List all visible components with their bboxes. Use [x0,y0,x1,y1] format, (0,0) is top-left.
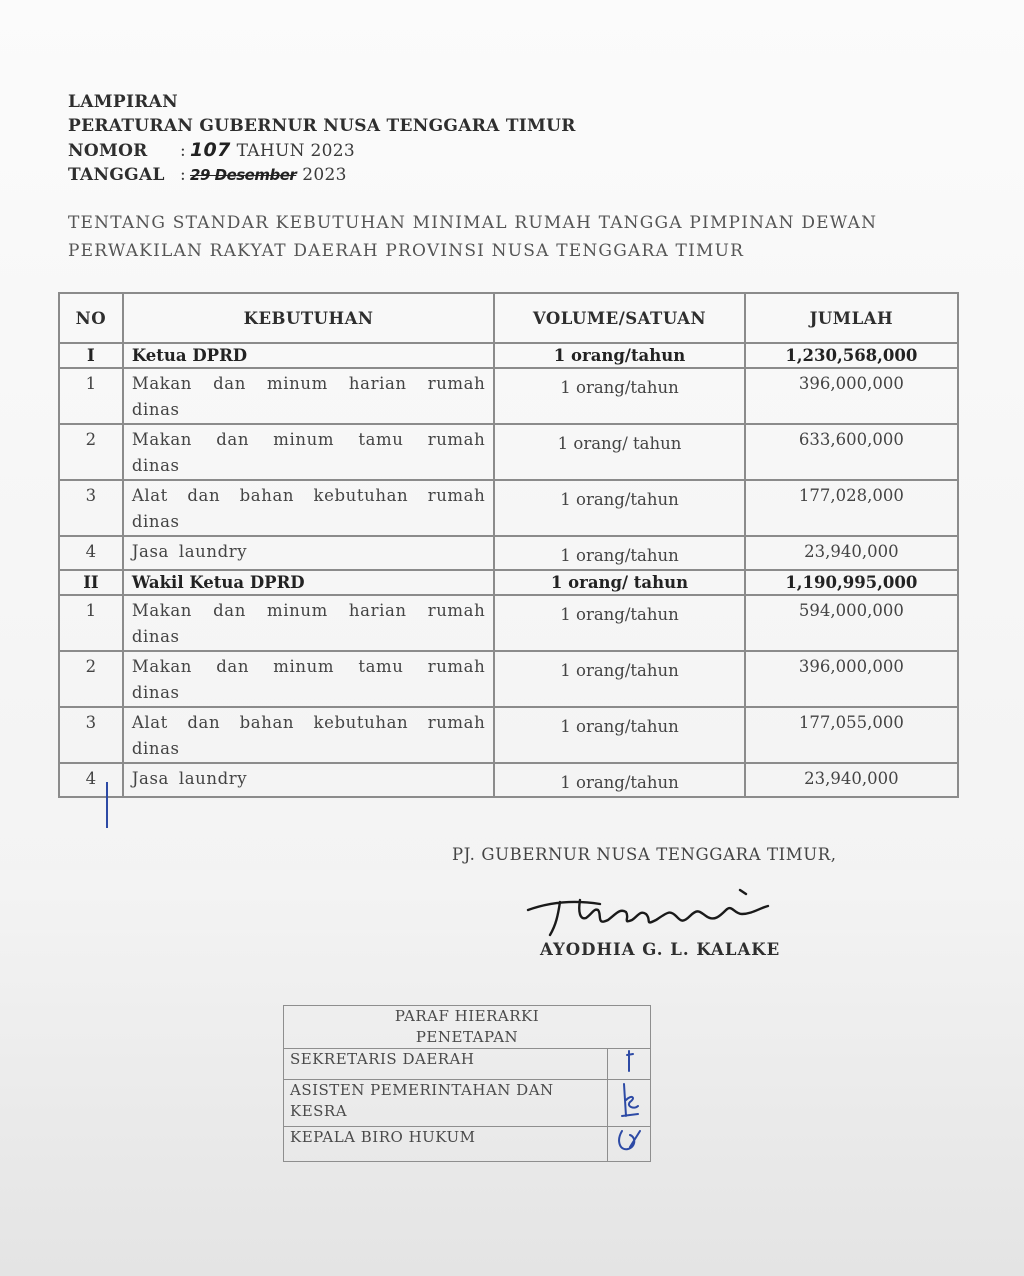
paraf-title-line2: PENETAPAN [415,1028,519,1046]
section-title: Wakil Ketua DPRD [123,570,495,595]
item-jumlah: 633,600,000 [745,424,958,480]
paraf-row [284,1080,651,1127]
paraf-initial [608,1080,651,1127]
item-no: 2 [59,424,123,480]
table-row [59,480,958,536]
section-title: Ketua DPRD [123,343,495,368]
tanggal-label: TANGGAL [68,165,165,185]
item-no: 3 [59,480,123,536]
tanggal-suffix: 2023 [302,165,347,185]
initial-mark [106,782,108,828]
initial-kabiro-icon [614,1127,644,1155]
item-volume: 1 orang/tahun [494,368,744,424]
section-jumlah: 1,230,568,000 [745,343,958,368]
table-row [59,651,958,707]
nomor-suffix: TAHUN 2023 [236,141,355,161]
item-jumlah: 23,940,000 [745,536,958,570]
section-no: I [59,343,123,368]
table-row [59,368,958,424]
item-no: 1 [59,595,123,651]
table-row [59,536,958,570]
item-kebutuhan: Makan dan minum tamu rumah dinas [123,424,495,480]
item-no: 2 [59,651,123,707]
item-jumlah: 594,000,000 [745,595,958,651]
item-jumlah: 177,028,000 [745,480,958,536]
item-jumlah: 23,940,000 [745,763,958,797]
lampiran-label: LAMPIRAN [68,92,178,112]
signature-image [520,880,780,940]
paraf-role: KEPALA BIRO HUKUM [284,1127,608,1162]
item-volume: 1 orang/tahun [494,651,744,707]
item-kebutuhan: Jasa laundry [123,763,495,797]
section-row-ketua [59,343,958,368]
item-no: 3 [59,707,123,763]
paraf-table [283,1005,651,1162]
paraf-title-line1: PARAF HIERARKI [394,1007,540,1025]
table-row [59,595,958,651]
initial-sekda-icon [614,1049,644,1073]
paraf-header-row [284,1006,651,1049]
nomor-label: NOMOR [68,141,148,161]
signatory-name: AYODHIA G. L. KALAKE [540,940,781,959]
item-volume: 1 orang/tahun [494,536,744,570]
item-kebutuhan: Makan dan minum tamu rumah dinas [123,651,495,707]
item-jumlah: 396,000,000 [745,368,958,424]
item-no: 1 [59,368,123,424]
item-volume: 1 orang/tahun [494,480,744,536]
paraf-initial [608,1127,651,1162]
signatory-title: PJ. GUBERNUR NUSA TENGGARA TIMUR, [452,845,837,864]
needs-table [58,292,959,798]
item-jumlah: 177,055,000 [745,707,958,763]
section-no: II [59,570,123,595]
col-header-no: NO [59,293,123,343]
initial-asisten-icon [614,1080,644,1120]
col-header-jumlah: JUMLAH [745,293,958,343]
paraf-row [284,1049,651,1080]
item-volume: 1 orang/tahun [494,707,744,763]
item-no: 4 [59,536,123,570]
item-kebutuhan: Jasa laundry [123,536,495,570]
tanggal-row: TANGGAL : 29 Desember 2023 [68,165,347,185]
col-header-kebutuhan: KEBUTUHAN [123,293,495,343]
paraf-role: ASISTEN PEMERINTAHAN DAN KESRA [284,1080,608,1127]
item-no: 4 [59,763,123,797]
item-kebutuhan: Alat dan bahan kebutuhan rumah dinas [123,707,495,763]
regulation-title: PERATURAN GUBERNUR NUSA TENGGARA TIMUR [68,116,576,136]
item-kebutuhan: Alat dan bahan kebutuhan rumah dinas [123,480,495,536]
nomor-row: NOMOR : 107 TAHUN 2023 [68,139,355,161]
section-volume: 1 orang/tahun [494,343,744,368]
table-row [59,707,958,763]
item-volume: 1 orang/ tahun [494,424,744,480]
item-kebutuhan: Makan dan minum harian rumah dinas [123,595,495,651]
col-header-volume: VOLUME/SATUAN [494,293,744,343]
document-header [68,90,576,187]
item-volume: 1 orang/tahun [494,595,744,651]
section-jumlah: 1,190,995,000 [745,570,958,595]
paraf-row [284,1127,651,1162]
nomor-handwritten: 107 [190,139,231,161]
item-volume: 1 orang/tahun [494,763,744,797]
table-row [59,763,958,797]
about-text: TENTANG STANDAR KEBUTUHAN MINIMAL RUMAH TANGGA PIMPINAN DEWAN PERWAKILAN RAKYAT DAERAH PROVINSI NUSA TENGGARA TIMUR [68,213,878,261]
paraf-role: SEKRETARIS DAERAH [284,1049,608,1080]
item-kebutuhan: Makan dan minum harian rumah dinas [123,368,495,424]
section-row-wakil-ketua [59,570,958,595]
tanggal-handwritten: 29 Desember [190,166,297,184]
table-header-row [59,293,958,343]
section-volume: 1 orang/ tahun [494,570,744,595]
paraf-initial [608,1049,651,1080]
item-jumlah: 396,000,000 [745,651,958,707]
table-row [59,424,958,480]
paraf-title [284,1006,651,1049]
